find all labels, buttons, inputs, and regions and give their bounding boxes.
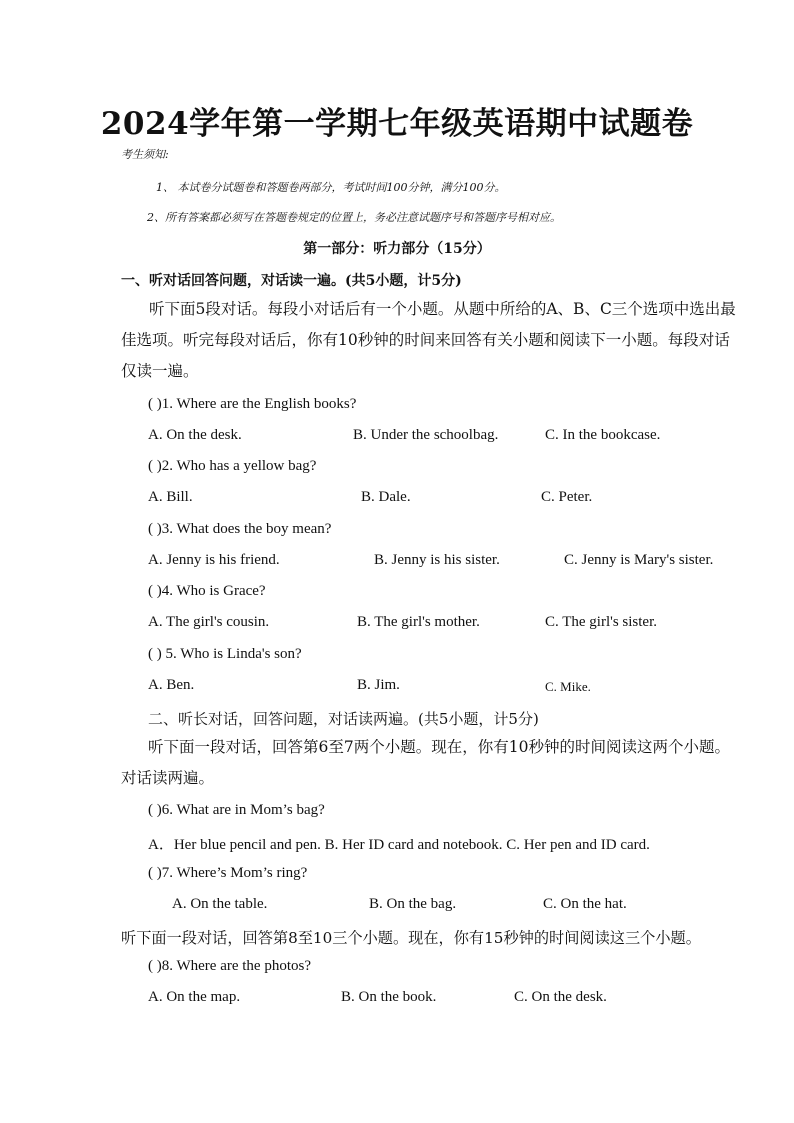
q3-option-c: C. Jenny is Mary's sister. xyxy=(564,552,714,568)
q4-option-c: C. The girl's sister. xyxy=(545,614,658,630)
section-2-instruction-2: 听下面一段对话，回答第8至10三个小题。现在，你有15秒钟的时间阅读这三个小题。 xyxy=(121,929,701,947)
q2-option-a: A. Bill. xyxy=(148,489,193,505)
question-5: ( ) 5. Who is Linda's son? xyxy=(148,646,302,662)
notice-item-2: 2、所有答案都必须写在答题卷规定的位置上，务必注意试题序号和答题序号相对应。 xyxy=(147,211,561,224)
q1-option-b: B. Under the schoolbag. xyxy=(353,427,499,443)
question-6: ( )6. What are in Mom’s bag? xyxy=(148,802,325,818)
q4-option-a: A. The girl's cousin. xyxy=(148,614,270,630)
q3-option-b: B. Jenny is his sister. xyxy=(374,552,500,568)
question-8: ( )8. Where are the photos? xyxy=(148,958,311,974)
q5-option-a: A. Ben. xyxy=(148,677,195,693)
q7-option-a: A. On the table. xyxy=(172,896,268,912)
question-4: ( )4. Who is Grace? xyxy=(148,583,266,599)
question-3: ( )3. What does the boy mean? xyxy=(148,521,332,537)
part-heading: 第一部分：听力部分（15分） xyxy=(303,241,491,257)
section-1-instruction: 听下面5段对话。每段小对话后有一个小题。从题中所给的A、B、C三个选项中选出最佳选项。听完每段对话后，你有10秒钟的时间来回答有关小题和阅读下一小题。每段对话仅读一遍。 xyxy=(121,300,736,380)
section-2-instruction-1: 听下面一段对话，回答第6至7两个小题。现在，你有10秒钟的时间阅读这两个小题。对话读两遍。 xyxy=(121,738,730,787)
q8-option-c: C. On the desk. xyxy=(514,989,607,1005)
q7-option-b: B. On the bag. xyxy=(369,896,457,912)
section-2-heading: 二、听长对话，回答问题，对话读两遍。(共5小题，计5分) xyxy=(148,710,539,728)
q5-option-b: B. Jim. xyxy=(357,677,400,693)
q2-option-b: B. Dale. xyxy=(361,489,411,505)
q4-option-b: B. The girl's mother. xyxy=(357,614,480,630)
page-title: 2024学年第一学期七年级英语期中试题卷 xyxy=(100,106,694,142)
q7-option-c: C. On the hat. xyxy=(543,896,627,912)
question-1: ( )1. Where are the English books? xyxy=(148,396,357,412)
q6-options: A．Her blue pencil and pen. B. Her ID card and notebook. C. Her pen and ID card. xyxy=(148,837,650,853)
q3-option-a: A. Jenny is his friend. xyxy=(148,552,280,568)
question-7: ( )7. Where’s Mom’s ring? xyxy=(148,865,308,881)
notice-item-1: 1、 本试卷分试题卷和答题卷两部分，考试时间100分钟，满分100分。 xyxy=(156,181,506,194)
q5-option-c: C. Mike. xyxy=(545,679,591,694)
q8-option-b: B. On the book. xyxy=(341,989,437,1005)
section-1-heading: 一、听对话回答问题，对话读一遍。(共5小题，计5分) xyxy=(121,273,462,289)
question-2: ( )2. Who has a yellow bag? xyxy=(148,458,317,474)
q1-option-c: C. In the bookcase. xyxy=(545,427,661,443)
q1-option-a: A. On the desk. xyxy=(148,427,242,443)
q8-option-a: A. On the map. xyxy=(148,989,241,1005)
notice-heading: 考生须知: xyxy=(121,148,169,161)
q2-option-c: C. Peter. xyxy=(541,489,593,505)
